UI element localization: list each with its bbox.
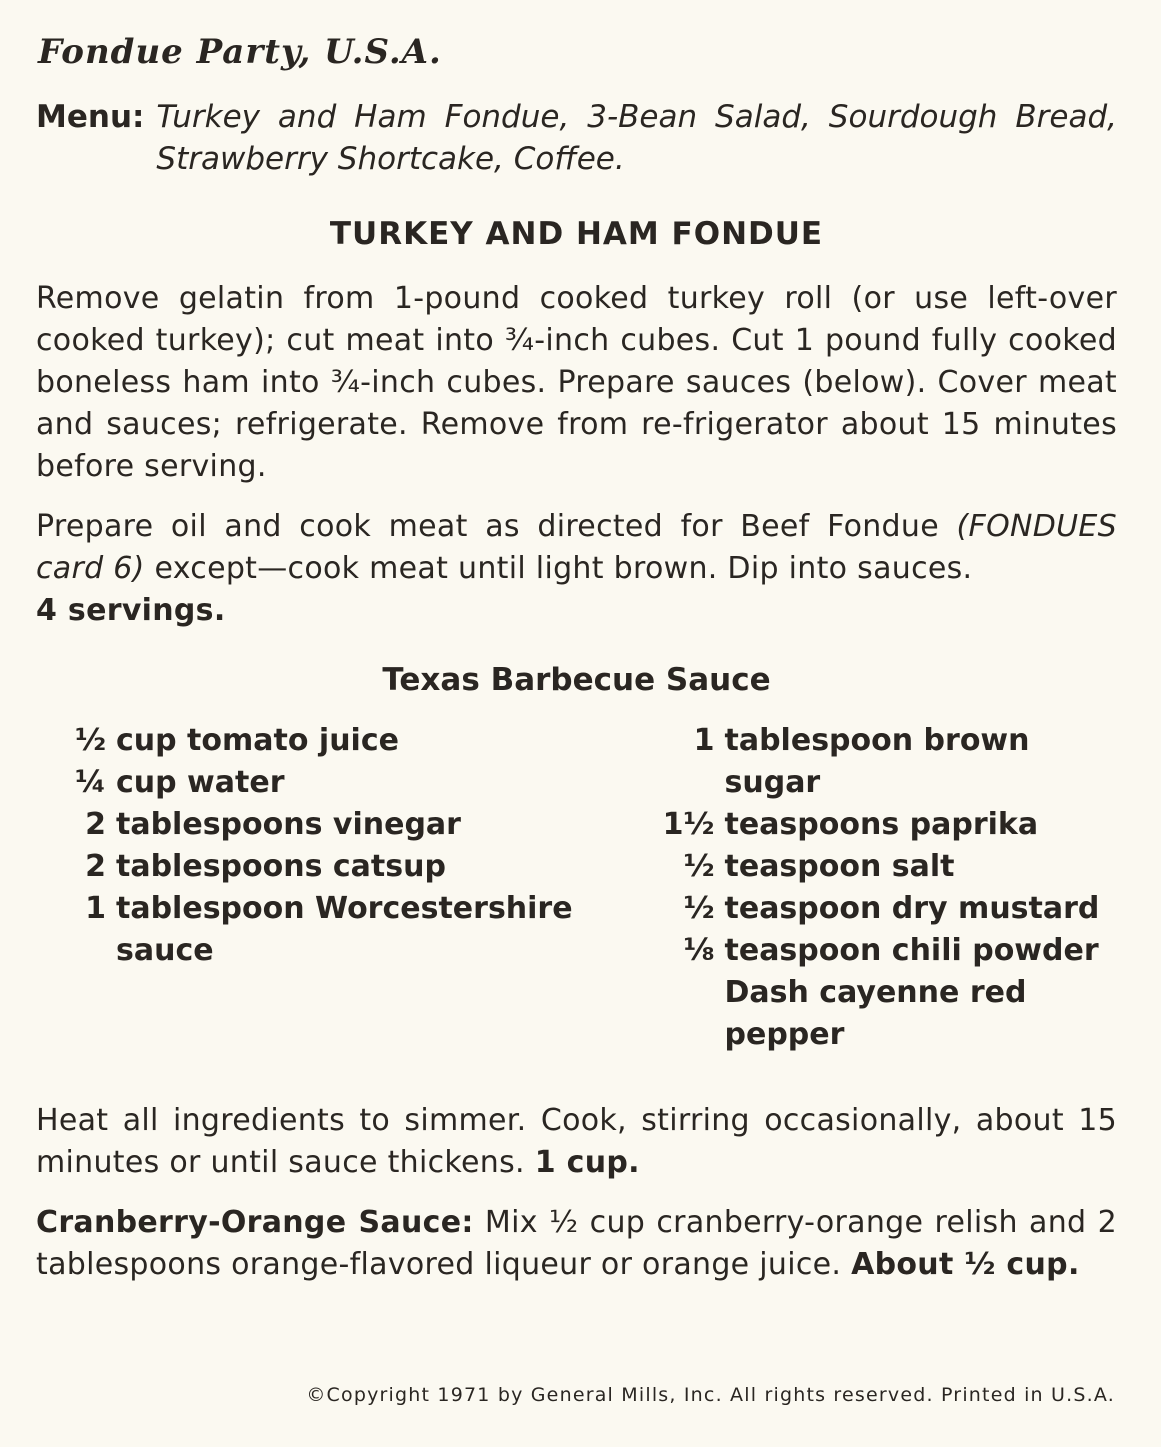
ingredients-right-column <box>577 720 1118 1056</box>
menu-text: Turkey and Ham Fondue, 3-Bean Salad, Sourdough Bread, Strawberry Shortcake, Coffee. <box>156 99 1117 177</box>
ingredient-qty: 2 <box>85 807 106 842</box>
list-item <box>577 720 1118 804</box>
sauce-yield: 1 cup. <box>534 1145 640 1180</box>
list-item <box>36 762 577 804</box>
ingredient-item: tablespoons catsup <box>116 849 446 884</box>
ingredient-item: cup tomato juice <box>116 723 399 758</box>
ingredient-qty: ½ <box>683 891 715 926</box>
ingredient-qty: 2 <box>85 849 106 884</box>
servings: 4 servings. <box>36 593 226 628</box>
list-item <box>577 888 1118 930</box>
sauce-instructions: Heat all ingredients to simmer. Cook, stirring occasionally, about 15 minutes or until sauce thickens. <box>36 1103 1117 1180</box>
list-item <box>577 972 1118 1056</box>
list-item <box>577 804 1118 846</box>
instructions-paragraph-3 <box>36 1100 1117 1184</box>
cranberry-sauce-label: Cranberry-Orange Sauce: <box>36 1205 474 1240</box>
instructions-paragraph-2 <box>36 506 1117 632</box>
ingredient-item: tablespoon brown sugar <box>724 723 1030 800</box>
ingredient-qty: 1 <box>693 723 715 758</box>
ingredient-qty <box>577 972 725 1056</box>
list-item <box>36 720 577 762</box>
list-item <box>36 804 577 846</box>
ingredients-left-column <box>36 720 577 1056</box>
instructions-text-a: Prepare oil and cook meat as directed for Beef Fondue <box>36 509 957 544</box>
list-item <box>577 930 1118 972</box>
menu-section <box>36 96 1117 180</box>
list-item <box>36 888 577 972</box>
list-item <box>577 846 1118 888</box>
ingredient-item: teaspoons paprika <box>724 807 1039 842</box>
copyright-footer: ©Copyright 1971 by General Mills, Inc. All rights reserved. Printed in U.S.A. <box>306 1384 1115 1406</box>
ingredient-qty: ½ <box>683 849 715 884</box>
ingredient-item: teaspoon chili powder <box>724 933 1099 968</box>
ingredient-item: Dash cayenne red pepper <box>724 975 1027 1052</box>
recipe-title: TURKEY AND HAM FONDUE <box>329 216 824 252</box>
ingredient-qty: 1½ <box>662 807 715 842</box>
card-reference: (FONDUES card 6) <box>36 509 1117 586</box>
ingredient-item: teaspoon salt <box>724 849 955 884</box>
ingredient-item: teaspoon dry mustard <box>724 891 1100 926</box>
ingredient-item: tablespoon Worcestershire sauce <box>116 891 573 968</box>
instructions-paragraph-1: Remove gelatin from 1-pound cooked turkey roll (or use left-over cooked turkey); cut meat into ¾-inch cubes. Cut 1 pound fully cooked boneless ham into ¾-inch cubes. Prepare sauces (below). Cover meat and sauces; refrigerate. Remove from re-frigerator about 15 minutes before serving. <box>36 281 1117 484</box>
ingredient-item: tablespoons vinegar <box>116 807 461 842</box>
ingredient-item: cup water <box>116 765 285 800</box>
cranberry-sauce-yield: About ½ cup. <box>851 1247 1080 1282</box>
sauce-title: Texas Barbecue Sauce <box>382 662 771 698</box>
menu-label: Menu: <box>36 99 145 135</box>
ingredients-list <box>36 720 1117 1056</box>
list-item <box>36 846 577 888</box>
ingredient-qty: ¼ <box>74 765 106 800</box>
cranberry-sauce-instructions: Mix ½ cup cranberry-orange relish and 2 tablespoons orange-flavored liqueur or orange juice. <box>36 1205 1117 1282</box>
ingredient-qty: ½ <box>74 723 106 758</box>
ingredient-qty: ⅛ <box>683 933 715 968</box>
instructions-text-b: except—cook meat until light brown. Dip into sauces. <box>144 551 973 586</box>
card-title: Fondue Party, U.S.A. <box>38 32 442 72</box>
instructions-paragraph-4 <box>36 1202 1117 1286</box>
ingredient-qty: 1 <box>85 891 106 926</box>
